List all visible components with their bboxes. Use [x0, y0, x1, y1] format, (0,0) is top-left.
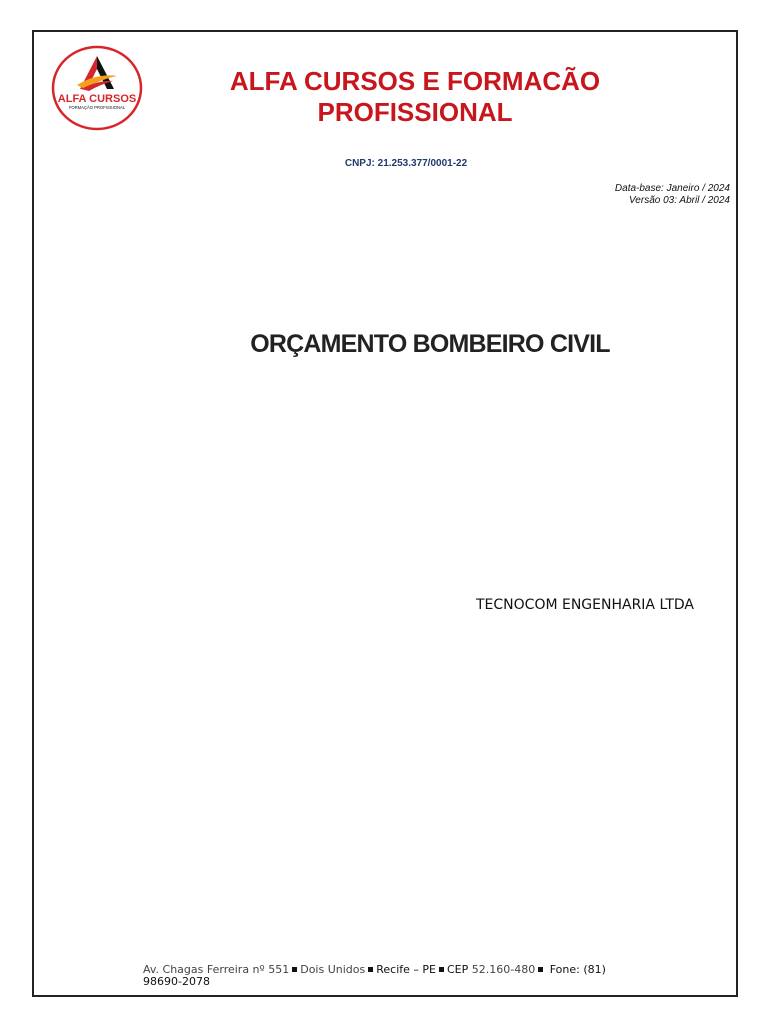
company-name-line1: ALFA CURSOS E FORMACÃO [229, 66, 601, 96]
client-name: TECNOCOM ENGENHARIA LTDA [476, 597, 694, 613]
footer-city: Recife – PE [376, 963, 436, 976]
alfa-cursos-logo [51, 45, 143, 131]
company-name-line2: PROFISSIONAL [317, 97, 513, 127]
data-base-text: Data-base: Janeiro / 2024 [614, 183, 730, 194]
footer-district: Dois Unidos [300, 963, 366, 976]
document-title: ORÇAMENTO BOMBEIRO CIVIL [250, 330, 610, 358]
square-bullet-icon [292, 967, 297, 972]
footer-street: Av. Chagas Ferreira nº 551 [143, 963, 290, 976]
version-info [615, 183, 730, 207]
footer-phone-label: Fone: [549, 963, 580, 976]
footer-phone-area: (81) [583, 963, 606, 976]
logo-tagline-text: FORMAÇÃO PROFISSIONAL [68, 105, 126, 110]
square-bullet-icon [368, 967, 373, 972]
company-name [150, 66, 680, 128]
page-border [32, 30, 738, 997]
footer-cep-label: CEP [446, 963, 469, 976]
square-bullet-icon [538, 967, 543, 972]
logo-brand-text: ALFA CURSOS [57, 93, 137, 105]
square-bullet-icon [439, 967, 444, 972]
footer-address [143, 964, 643, 988]
version-text: Versão 03: Abril / 2024 [629, 195, 730, 206]
footer-phone-number: 98690-2078 [143, 975, 210, 988]
footer-cep: 52.160-480 [471, 963, 536, 976]
cnpj-text: CNPJ: 21.253.377/0001-22 [344, 158, 468, 169]
